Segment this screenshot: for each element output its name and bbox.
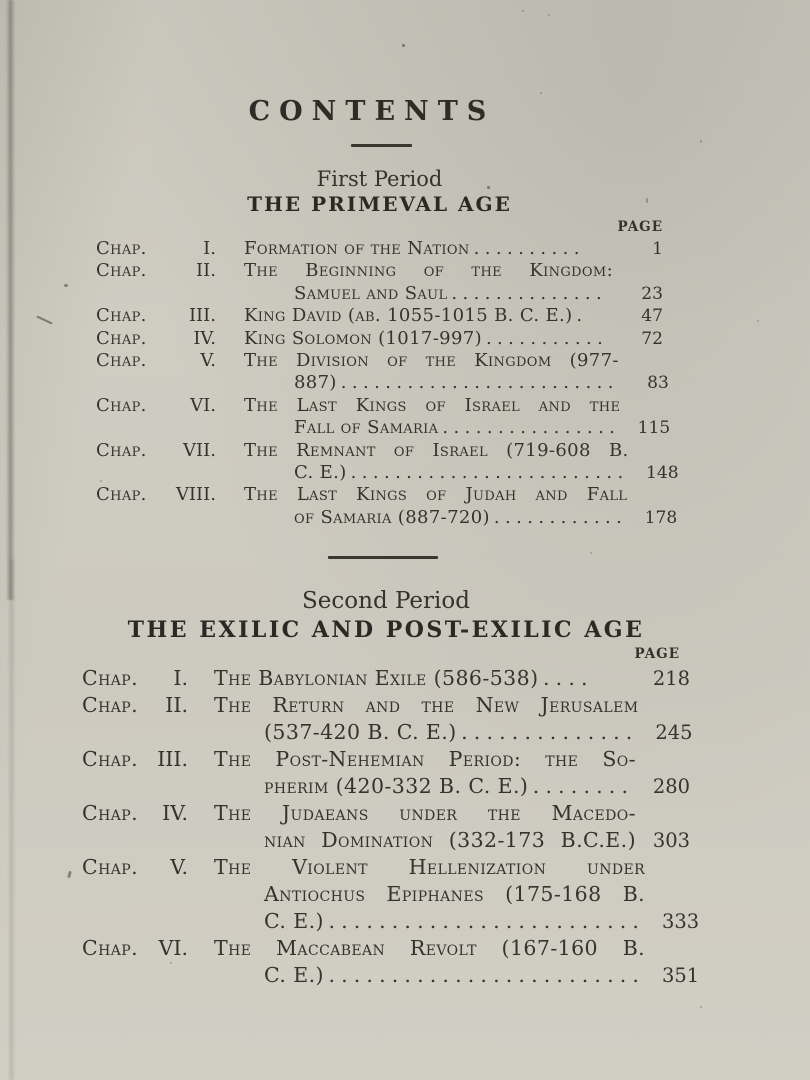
entry-title-line: King Solomon (1017-997) ...........	[244, 327, 609, 349]
toc-entry	[96, 484, 678, 529]
title-divider-rule	[351, 144, 412, 147]
toc-entry	[82, 854, 700, 935]
dot-leaders: ..........	[473, 238, 585, 259]
chapter-label: Chap.	[96, 350, 147, 372]
chapter-number: II.	[165, 693, 188, 717]
chapter-number: IV.	[193, 327, 216, 349]
chapter-number: VI.	[158, 936, 188, 960]
section-second-period	[82, 588, 700, 989]
toc-entry	[82, 935, 700, 989]
toc-entry	[82, 665, 690, 692]
entry-title-line: pherim (420-332 B. C. E.) ........	[264, 774, 635, 798]
page-column-label: PAGE	[634, 646, 680, 662]
toc-entry	[96, 394, 671, 440]
dot-leaders: ....	[542, 666, 594, 690]
entry-title-line: The Violent Hellenization under	[214, 855, 646, 879]
dot-leaders: ..............	[461, 720, 639, 744]
toc-entries-second-period	[82, 665, 700, 989]
chapter-number: V.	[200, 350, 216, 372]
dot-leaders: .	[576, 305, 588, 327]
entry-title-line: The Post-Nehemian Period: the So-	[214, 747, 636, 771]
paper-speck	[757, 320, 759, 322]
paper-speck	[522, 10, 524, 12]
entry-title-line: 887) .........................	[294, 372, 619, 394]
page-title: CONTENTS	[248, 96, 496, 127]
toc-entry	[96, 328, 663, 350]
entry-title	[216, 350, 619, 395]
paper-speck	[700, 140, 702, 143]
toc-entry	[96, 350, 669, 395]
entry-title	[188, 854, 645, 935]
entry-title-line: The Beginning of the Kingdom:	[244, 260, 613, 282]
chapter-label: Chap.	[96, 439, 147, 461]
period-label: First Period	[316, 167, 443, 191]
dot-leaders: ...........	[485, 327, 609, 349]
stray-mark	[67, 871, 72, 879]
entry-page-number: 1	[652, 239, 663, 259]
entry-title-line: The Division of the Kingdom (977-	[244, 350, 619, 372]
chapter-label: Chap.	[82, 747, 138, 771]
entry-title-line: The Judaeans under the Macedo-	[214, 801, 636, 825]
entry-page-number: 218	[652, 667, 690, 690]
toc-entry	[82, 800, 690, 854]
entry-page-number: 72	[641, 328, 663, 349]
toc-entries-first-period	[96, 238, 679, 529]
chapter-label: Chap.	[96, 305, 147, 327]
entry-title-line: The Maccabean Revolt (167-160 B.	[214, 936, 646, 960]
dot-leaders: ................	[442, 417, 621, 439]
entry-title-line: The Last Kings of Judah and Fall	[244, 484, 628, 506]
entry-title	[216, 305, 613, 327]
page-crease	[6, 0, 15, 600]
entry-title	[216, 260, 613, 305]
entry-page-number: 47	[641, 306, 663, 327]
entry-page-number: 303	[652, 829, 690, 852]
period-title: THE PRIMEVAL AGE	[247, 192, 512, 216]
chapter-number: V.	[170, 855, 188, 879]
entry-title-line: Antiochus Epiphanes (175-168 B.	[264, 882, 646, 906]
entry-title-line: King David (ab. 1055-1015 B. C. E.) .	[244, 305, 588, 327]
entry-page-number: 178	[644, 507, 678, 528]
entry-page-number: 115	[637, 418, 671, 439]
dot-leaders: .........................	[328, 963, 646, 987]
entry-title	[188, 800, 636, 854]
chapter-label: Chap.	[82, 693, 138, 717]
dot-leaders: .........................	[350, 462, 629, 484]
chapter-number: II.	[196, 260, 216, 282]
entry-title-line: of Samaria (887-720) ............	[294, 506, 628, 528]
section-divider-rule	[328, 556, 438, 559]
dot-leaders: .........................	[340, 372, 619, 394]
toc-entry	[82, 746, 690, 800]
paper-speck	[402, 44, 405, 47]
entry-title-line: C. E.) .........................	[294, 462, 629, 484]
dot-leaders: .........................	[328, 909, 646, 933]
paper-speck	[548, 14, 550, 16]
chapter-number: III.	[188, 305, 216, 327]
chapter-label: Chap.	[96, 327, 147, 349]
chapter-number: IV.	[162, 801, 188, 825]
chapter-label: Chap.	[82, 936, 138, 960]
entry-title-line: Formation of the Nation ..........	[244, 238, 585, 259]
chapter-number: I.	[173, 666, 188, 690]
entry-title	[216, 484, 627, 529]
chapter-label: Chap.	[96, 484, 147, 506]
page-crease-lower	[8, 560, 15, 1080]
dot-leaders: ............	[493, 506, 628, 528]
paper-speck	[540, 92, 542, 94]
chapter-number: III.	[157, 747, 188, 771]
entry-page-number: 333	[661, 910, 700, 933]
paper-speck	[590, 552, 592, 554]
chapter-label: Chap.	[96, 394, 147, 416]
entry-title	[216, 328, 613, 350]
toc-entry	[82, 692, 693, 746]
page-column-label: PAGE	[617, 219, 663, 235]
chapter-label: Chap.	[96, 238, 147, 259]
entry-page-number: 148	[645, 463, 679, 484]
chapter-number: VIII.	[175, 484, 216, 506]
section-first-period	[96, 167, 679, 529]
entry-page-number: 280	[652, 775, 690, 798]
paper-speck	[64, 284, 68, 287]
chapter-number: I.	[203, 238, 216, 259]
entry-title-line: The Babylonian Exile (586-538) ....	[214, 666, 594, 690]
entry-page-number: 351	[661, 964, 700, 987]
chapter-label: Chap.	[82, 801, 138, 825]
chapter-label: Chap.	[82, 666, 138, 690]
entry-title	[188, 935, 645, 989]
entry-title	[216, 440, 629, 485]
entry-title	[216, 238, 613, 260]
pencil-mark	[36, 316, 52, 325]
toc-entry	[96, 238, 663, 260]
entry-title-line: (537-420 B. C. E.) ..............	[264, 720, 639, 744]
entry-page-number: 83	[647, 373, 669, 394]
period-label: Second Period	[302, 588, 470, 614]
entry-title-line: The Remnant of Israel (719-608 B.	[244, 439, 629, 461]
dot-leaders: ..............	[451, 282, 608, 304]
entry-title-line: C. E.) .........................	[264, 909, 646, 933]
entry-title-line: The Last Kings of Israel and the	[244, 394, 621, 416]
entry-title-line: Samuel and Saul ..............	[294, 282, 608, 304]
entry-title	[188, 746, 636, 800]
entry-title-line: The Return and the New Jerusalem	[214, 693, 639, 717]
entry-title-line: Fall of Samaria ................	[294, 417, 621, 439]
toc-entry	[96, 260, 663, 305]
chapter-label: Chap.	[82, 855, 138, 879]
entry-page-number: 245	[655, 721, 693, 744]
chapter-number: VII.	[183, 439, 216, 461]
period-title: THE EXILIC AND POST-EXILIC AGE	[127, 617, 645, 643]
toc-entry	[96, 305, 663, 327]
entry-title-line: C. E.) .........................	[264, 963, 646, 987]
entry-title	[188, 665, 636, 692]
chapter-number: VI.	[190, 394, 216, 416]
toc-entry	[96, 439, 679, 485]
entry-title	[188, 692, 638, 746]
entry-title	[216, 395, 620, 440]
dot-leaders: ........	[532, 774, 635, 798]
entry-title-line: nian Domination (332-173 B.C.E.)	[264, 828, 636, 852]
chapter-label: Chap.	[96, 260, 147, 282]
entry-page-number: 23	[641, 283, 663, 304]
paper-speck	[700, 1006, 702, 1008]
